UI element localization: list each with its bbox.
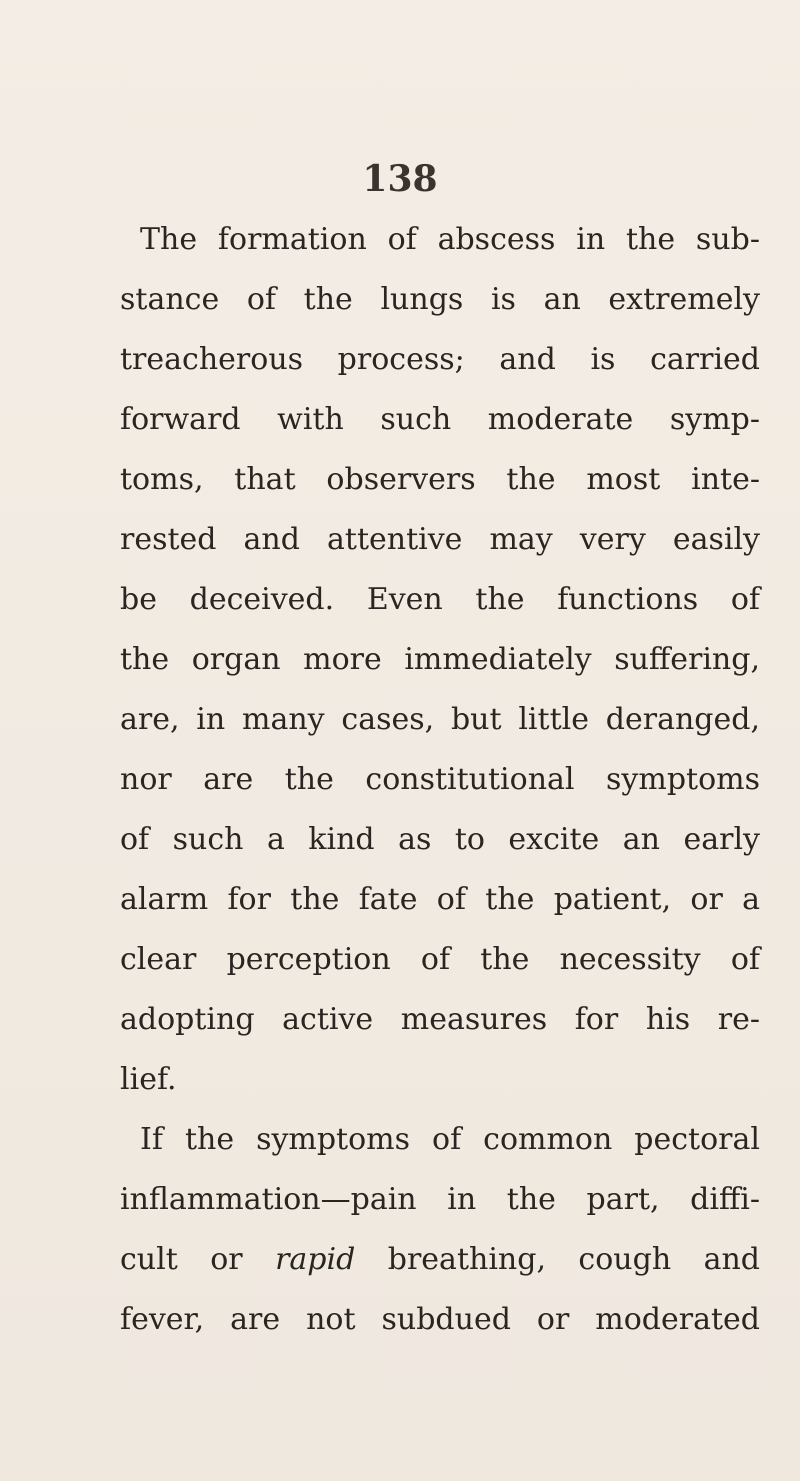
text-line: forward with such moderate symp- <box>120 402 760 437</box>
text-line: be deceived. Even the functions of <box>120 582 760 617</box>
page-number: 138 <box>362 158 438 200</box>
text-line: clear perception of the necessity of <box>120 942 760 977</box>
italic-word: rapid <box>275 1242 356 1277</box>
text-line: rested and attentive may very easily <box>120 522 760 557</box>
text-line: The formation of abscess in the sub- <box>140 222 760 257</box>
text-line: If the symptoms of common pectoral <box>140 1122 760 1157</box>
text-line: lief. <box>120 1062 177 1097</box>
text-line: of such a kind as to excite an early <box>120 822 760 857</box>
text-line-with-italic <box>120 1230 760 1290</box>
text-segment: breathing, cough and <box>355 1242 760 1277</box>
text-line: alarm for the fate of the patient, or a <box>120 882 760 917</box>
text-line: adopting active measures for his re- <box>120 1002 760 1037</box>
text-line: are, in many cases, but little deranged, <box>120 702 760 737</box>
text-segment: cult or <box>120 1242 276 1277</box>
text-line: fever, are not subdued or moderated <box>120 1302 760 1337</box>
text-line: nor are the constitutional symptoms <box>120 762 760 797</box>
text-line: inflammation—pain in the part, diffi- <box>120 1182 760 1217</box>
text-line: stance of the lungs is an extremely <box>120 282 760 317</box>
body-text <box>120 210 760 1350</box>
text-line: toms, that observers the most inte- <box>120 462 760 497</box>
text-line: the organ more immediately suffering, <box>120 642 760 677</box>
text-line: treacherous process; and is carried <box>120 342 760 377</box>
